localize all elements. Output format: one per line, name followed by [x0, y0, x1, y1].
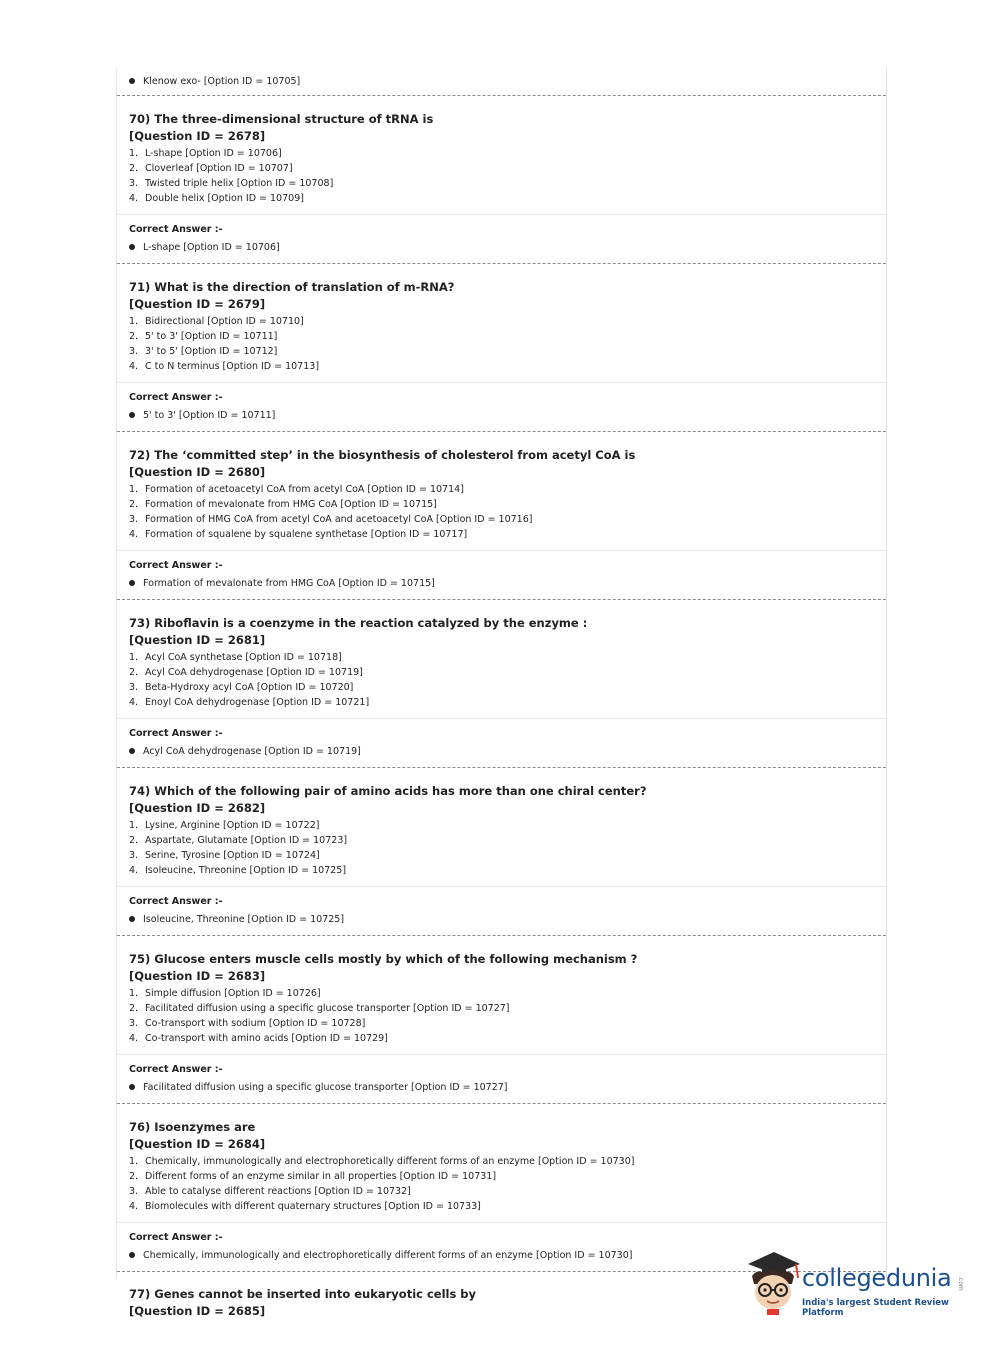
- option-text: Formation of acetoacetyl CoA from acetyl CoA [Option ID = 10714]: [145, 484, 464, 495]
- option-text: Acyl CoA synthetase [Option ID = 10718]: [145, 652, 342, 663]
- option-item: [129, 146, 874, 161]
- question-body: [117, 264, 886, 383]
- option-item: [129, 176, 874, 191]
- option-number: 1.: [129, 316, 139, 327]
- correct-answer-value: [129, 912, 874, 928]
- correct-answer-value: [129, 408, 874, 424]
- question-block: [117, 96, 886, 264]
- option-number: 3.: [129, 1186, 139, 1197]
- question-title: 76) Isoenzymes are: [129, 1120, 256, 1134]
- previous-answer: Klenow exo- [Option ID = 10705]: [117, 68, 886, 96]
- question-id: [Question ID = 2678]: [129, 129, 266, 143]
- option-item: [129, 1031, 874, 1046]
- option-item: [129, 650, 874, 665]
- option-number: 3.: [129, 178, 139, 189]
- correct-answer-label: Correct Answer :-: [129, 224, 223, 235]
- question-block: [117, 600, 886, 768]
- option-item: [129, 359, 874, 374]
- option-number: 3.: [129, 1018, 139, 1029]
- question-title: 74) Which of the following pair of amino acids has more than one chiral center?: [129, 784, 647, 798]
- option-number: 4.: [129, 697, 139, 708]
- option-item: [129, 161, 874, 176]
- bullet-icon: [129, 1252, 135, 1258]
- question-block: [117, 768, 886, 936]
- correct-answer-text: Acyl CoA dehydrogenase [Option ID = 10719]: [143, 746, 361, 757]
- question-id: [Question ID = 2684]: [129, 1137, 266, 1151]
- option-item: [129, 512, 874, 527]
- option-number: 2.: [129, 163, 139, 174]
- correct-answer-text: Formation of mevalonate from HMG CoA [Option ID = 10715]: [143, 578, 435, 589]
- option-item: [129, 527, 874, 542]
- option-text: Bidirectional [Option ID = 10710]: [145, 316, 304, 327]
- option-number: 2.: [129, 499, 139, 510]
- mascot-icon: [744, 1250, 804, 1316]
- question-title: 72) The ‘committed step’ in the biosynthesis of cholesterol from acetyl CoA is: [129, 448, 636, 462]
- logo-domain-suffix: .com: [957, 1276, 964, 1291]
- option-number: 1.: [129, 1156, 139, 1167]
- option-text: Chemically, immunologically and electrophoretically different forms of an enzyme [Option ID = 10730]: [145, 1156, 635, 1167]
- option-item: [129, 314, 874, 329]
- option-number: 4.: [129, 1201, 139, 1212]
- option-item: [129, 1169, 874, 1184]
- option-number: 2.: [129, 331, 139, 342]
- option-number: 4.: [129, 529, 139, 540]
- option-item: [129, 680, 874, 695]
- option-text: Acyl CoA dehydrogenase [Option ID = 10719]: [145, 667, 363, 678]
- question-title: 77) Genes cannot be inserted into eukaryotic cells by: [129, 1287, 477, 1301]
- option-text: Simple diffusion [Option ID = 10726]: [145, 988, 321, 999]
- bullet-icon: [129, 412, 135, 418]
- option-item: [129, 1199, 874, 1214]
- bullet-icon: [129, 78, 135, 84]
- option-item: [129, 1001, 874, 1016]
- correct-answer-section: [117, 887, 886, 935]
- correct-answer-label: Correct Answer :-: [129, 896, 223, 907]
- option-item: [129, 482, 874, 497]
- option-text: L-shape [Option ID = 10706]: [145, 148, 282, 159]
- option-list: [129, 1154, 874, 1214]
- option-text: Formation of squalene by squalene synthetase [Option ID = 10717]: [145, 529, 468, 540]
- option-number: 2.: [129, 835, 139, 846]
- option-item: [129, 1154, 874, 1169]
- question-block: [117, 1104, 886, 1272]
- option-text: 3' to 5' [Option ID = 10712]: [145, 346, 278, 357]
- option-number: 4.: [129, 1033, 139, 1044]
- option-number: 4.: [129, 361, 139, 372]
- option-text: Co-transport with sodium [Option ID = 10728]: [145, 1018, 366, 1029]
- question-block: [117, 264, 886, 432]
- option-item: [129, 665, 874, 680]
- correct-answer-section: [117, 551, 886, 599]
- option-text: Double helix [Option ID = 10709]: [145, 193, 304, 204]
- option-text: Able to catalyse different reactions [Option ID = 10732]: [145, 1186, 411, 1197]
- option-list: [129, 146, 874, 206]
- correct-answer-label: Correct Answer :-: [129, 392, 223, 403]
- question-title: 71) What is the direction of translation of m-RNA?: [129, 280, 455, 294]
- question-id: [Question ID = 2685]: [129, 1304, 266, 1318]
- option-text: Aspartate, Glutamate [Option ID = 10723]: [145, 835, 348, 846]
- option-number: 2.: [129, 667, 139, 678]
- collegedunia-logo: [744, 1250, 974, 1320]
- option-number: 1.: [129, 652, 139, 663]
- option-number: 2.: [129, 1003, 139, 1014]
- question-id: [Question ID = 2681]: [129, 633, 266, 647]
- option-text: Biomolecules with different quaternary structures [Option ID = 10733]: [145, 1201, 481, 1212]
- question-body: [117, 1104, 886, 1223]
- correct-answer-value: [129, 576, 874, 592]
- option-text: Twisted triple helix [Option ID = 10708]: [145, 178, 334, 189]
- correct-answer-text: Chemically, immunologically and electrophoretically different forms of an enzyme [Option ID = 10730]: [143, 1250, 633, 1261]
- option-text: Beta-Hydroxy acyl CoA [Option ID = 10720]: [145, 682, 354, 693]
- question-body: [117, 600, 886, 719]
- correct-answer-text: Isoleucine, Threonine [Option ID = 10725]: [143, 914, 345, 925]
- option-item: [129, 1016, 874, 1031]
- question-body: [117, 432, 886, 551]
- option-item: [129, 329, 874, 344]
- correct-answer-value: [129, 1080, 874, 1096]
- question-id: [Question ID = 2680]: [129, 465, 266, 479]
- option-item: [129, 833, 874, 848]
- option-number: 1.: [129, 148, 139, 159]
- option-number: 3.: [129, 682, 139, 693]
- option-text: Serine, Tyrosine [Option ID = 10724]: [145, 850, 320, 861]
- question-block: [117, 432, 886, 600]
- option-item: [129, 344, 874, 359]
- bullet-icon: [129, 244, 135, 250]
- option-item: [129, 695, 874, 710]
- correct-answer-section: [117, 215, 886, 263]
- option-text: Isoleucine, Threonine [Option ID = 10725]: [145, 865, 347, 876]
- question-list: [117, 96, 886, 1272]
- question-title: 75) Glucose enters muscle cells mostly by which of the following mechanism ?: [129, 952, 638, 966]
- correct-answer-section: [117, 383, 886, 431]
- correct-answer-text: L-shape [Option ID = 10706]: [143, 242, 280, 253]
- option-list: [129, 818, 874, 878]
- option-number: 1.: [129, 988, 139, 999]
- correct-answer-label: Correct Answer :-: [129, 1232, 223, 1243]
- question-id: [Question ID = 2679]: [129, 297, 266, 311]
- option-list: [129, 482, 874, 542]
- correct-answer-section: [117, 719, 886, 767]
- option-item: [129, 863, 874, 878]
- bullet-icon: [129, 1084, 135, 1090]
- option-item: [129, 848, 874, 863]
- option-text: Formation of mevalonate from HMG CoA [Option ID = 10715]: [145, 499, 437, 510]
- question-body: [117, 768, 886, 887]
- question-title: 70) The three-dimensional structure of tRNA is: [129, 112, 434, 126]
- option-text: Formation of HMG CoA from acetyl CoA and acetoacetyl CoA [Option ID = 10716]: [145, 514, 533, 525]
- option-item: [129, 818, 874, 833]
- correct-answer-value: [129, 240, 874, 256]
- option-item: [129, 986, 874, 1001]
- option-text: Facilitated diffusion using a specific glucose transporter [Option ID = 10727]: [145, 1003, 510, 1014]
- option-number: 1.: [129, 820, 139, 831]
- option-text: Co-transport with amino acids [Option ID = 10729]: [145, 1033, 388, 1044]
- bullet-icon: [129, 580, 135, 586]
- question-body: [117, 936, 886, 1055]
- question-body: [117, 96, 886, 215]
- logo-tagline: India's largest Student Review Platform: [802, 1298, 949, 1318]
- option-text: Enoyl CoA dehydrogenase [Option ID = 10721]: [145, 697, 370, 708]
- bullet-icon: [129, 748, 135, 754]
- option-list: [129, 314, 874, 374]
- correct-answer-text: 5' to 3' [Option ID = 10711]: [143, 410, 276, 421]
- correct-answer-label: Correct Answer :-: [129, 728, 223, 739]
- logo-wordmark: collegedunia: [802, 1264, 952, 1292]
- option-list: [129, 650, 874, 710]
- correct-answer-text: Facilitated diffusion using a specific glucose transporter [Option ID = 10727]: [143, 1082, 508, 1093]
- option-text: Cloverleaf [Option ID = 10707]: [145, 163, 293, 174]
- option-number: 3.: [129, 850, 139, 861]
- option-number: 4.: [129, 193, 139, 204]
- correct-answer-label: Correct Answer :-: [129, 1064, 223, 1075]
- correct-answer-section: [117, 1055, 886, 1103]
- option-item: [129, 191, 874, 206]
- question-id: [Question ID = 2683]: [129, 969, 266, 983]
- option-text: Lysine, Arginine [Option ID = 10722]: [145, 820, 320, 831]
- correct-answer-value: [129, 744, 874, 760]
- question-title: 73) Riboflavin is a coenzyme in the reaction catalyzed by the enzyme :: [129, 616, 588, 630]
- question-block: [117, 936, 886, 1104]
- option-item: [129, 1184, 874, 1199]
- option-text: C to N terminus [Option ID = 10713]: [145, 361, 320, 372]
- option-number: 2.: [129, 1171, 139, 1182]
- correct-answer-label: Correct Answer :-: [129, 560, 223, 571]
- option-list: [129, 986, 874, 1046]
- option-number: 4.: [129, 865, 139, 876]
- bullet-icon: [129, 916, 135, 922]
- option-item: [129, 497, 874, 512]
- option-text: 5' to 3' [Option ID = 10711]: [145, 331, 278, 342]
- question-id: [Question ID = 2682]: [129, 801, 266, 815]
- option-text: Different forms of an enzyme similar in all properties [Option ID = 10731]: [145, 1171, 497, 1182]
- option-number: 3.: [129, 514, 139, 525]
- option-number: 3.: [129, 346, 139, 357]
- option-number: 1.: [129, 484, 139, 495]
